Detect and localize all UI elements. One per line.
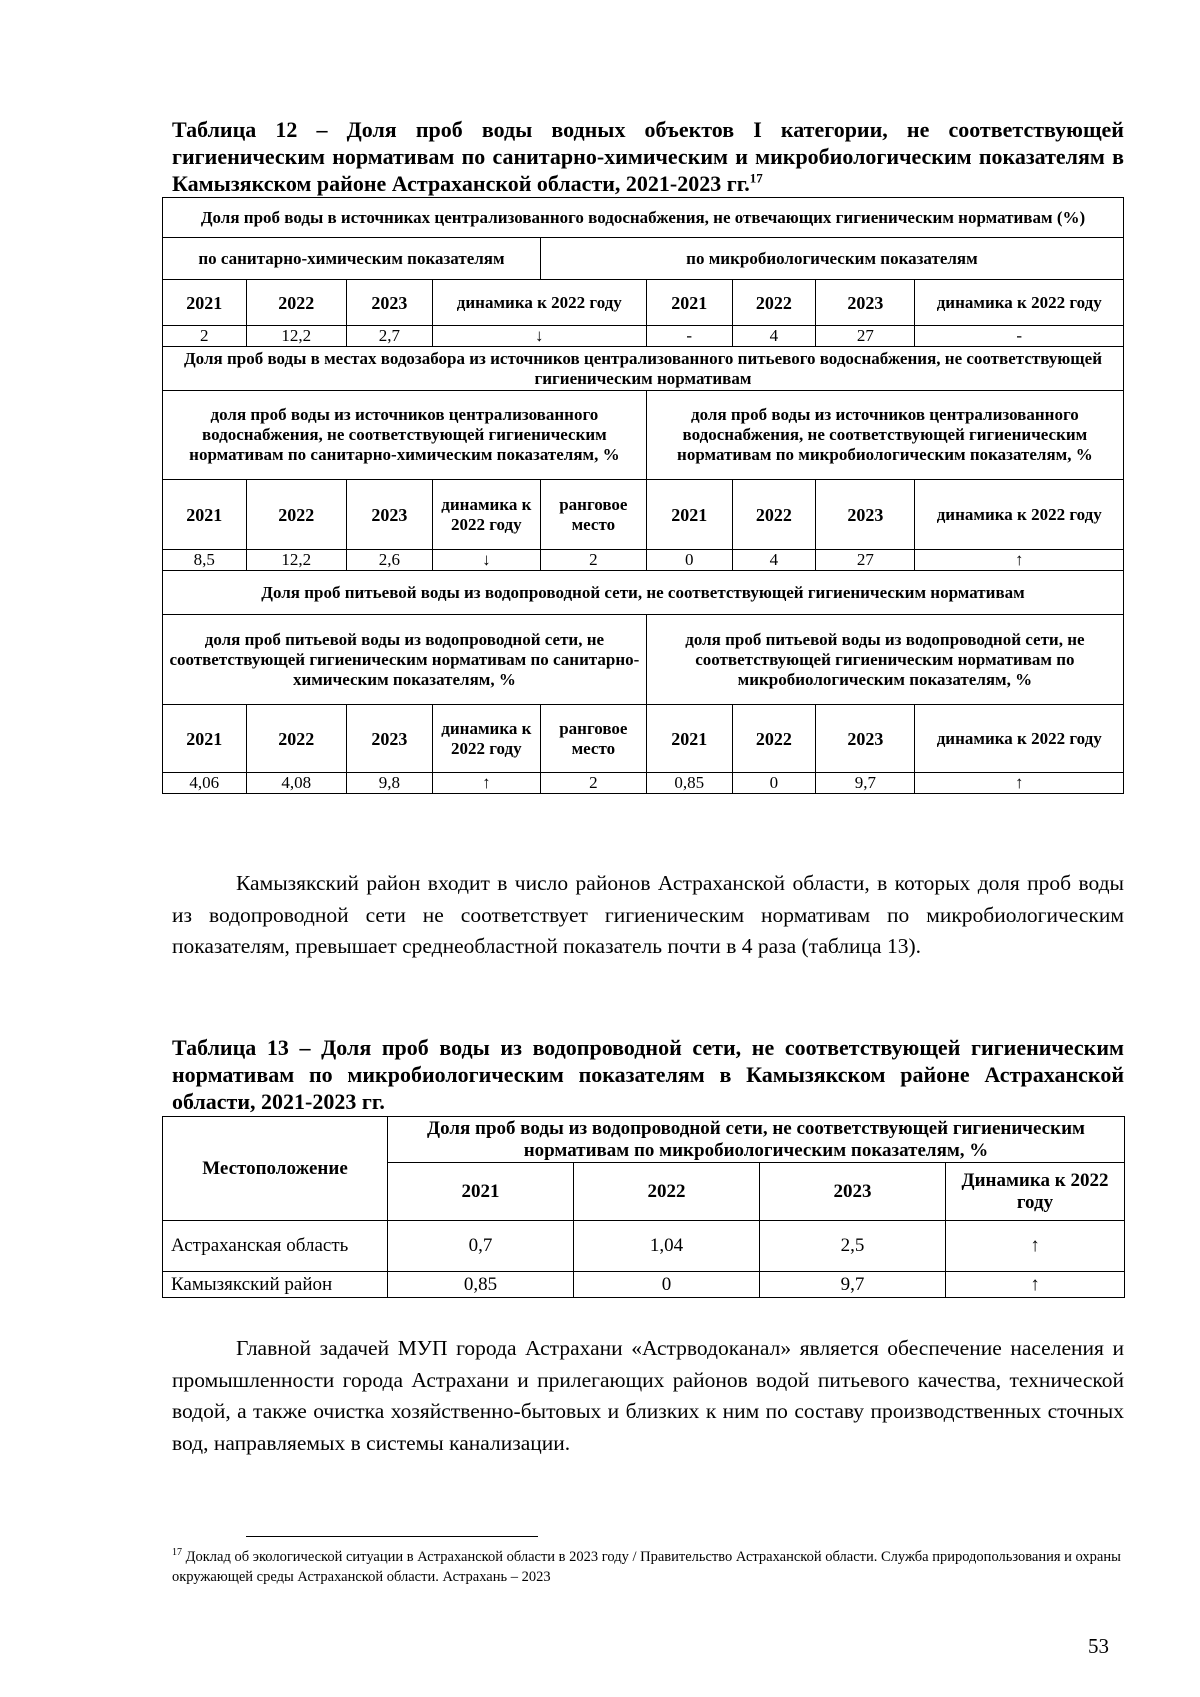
s1-col-2022: 2022 xyxy=(246,280,346,326)
s2-col-2022: 2022 xyxy=(246,480,346,550)
section-3-right-header: доля проб питьевой воды из водопроводной сети, не соответствующей гигиеническим нормативам по микробиологическим показателям, % xyxy=(646,615,1123,705)
cell: 9,8 xyxy=(346,773,432,794)
s2-col-2023-right: 2023 xyxy=(816,480,915,550)
cell: 4,06 xyxy=(163,773,247,794)
s2-col-2022-right: 2022 xyxy=(732,480,816,550)
section-3-left-header: доля проб питьевой воды из водопроводной сети, не соответствующей гигиеническим нормативам по санитарно-химическим показателям, % xyxy=(163,615,647,705)
cell: 4 xyxy=(732,550,816,571)
cell: 12,2 xyxy=(246,326,346,347)
s3-col-dynamics-left: динамика к 2022 году xyxy=(432,705,540,773)
section-2-right-header: доля проб воды из источников централизованного водоснабжения, не соответствующей гигиеническим нормативам по микробиологическим показателям, % xyxy=(646,391,1123,480)
cell: ↓ xyxy=(432,550,540,571)
table-row xyxy=(163,773,1124,794)
cell: 0 xyxy=(732,773,816,794)
t13-col-2021: 2021 xyxy=(388,1163,574,1221)
body-paragraph-1 xyxy=(172,868,1124,963)
section-2-left-header: доля проб воды из источников централизованного водоснабжения, не соответствующей гигиеническим нормативам по санитарно-химическим показателям, % xyxy=(163,391,647,480)
cell: 27 xyxy=(816,550,915,571)
cell: 4 xyxy=(732,326,816,347)
cell: ↑ xyxy=(432,773,540,794)
s1-col-2023-right: 2023 xyxy=(816,280,915,326)
table-12 xyxy=(162,197,1124,794)
s1-col-dynamics-left: динамика к 2022 году xyxy=(432,280,646,326)
s1-col-2021-right: 2021 xyxy=(646,280,732,326)
table-12-caption-prefix: Таблица 12 xyxy=(172,117,298,142)
table-12-caption xyxy=(172,116,1124,197)
location-cell: Камызякский район xyxy=(163,1272,388,1298)
cell: - xyxy=(646,326,732,347)
cell: - xyxy=(915,326,1124,347)
cell: 2,6 xyxy=(346,550,432,571)
cell: 0,85 xyxy=(646,773,732,794)
table-13-caption: Таблица 13 – Доля проб воды из водопроводной сети, не соответствующей гигиеническим нормативам по микробиологическим показателям в Камызякском районе Астраханской области, 2021-2023 гг. xyxy=(172,1035,1124,1114)
body-paragraph-2 xyxy=(172,1333,1124,1459)
footnote-ref: 17 xyxy=(749,170,763,186)
s3-col-rank: ранговое место xyxy=(540,705,646,773)
cell: 0,85 xyxy=(388,1272,574,1298)
cell: 2 xyxy=(540,773,646,794)
cell: 9,7 xyxy=(760,1272,946,1298)
s2-col-2021: 2021 xyxy=(163,480,247,550)
s1-col-2023: 2023 xyxy=(346,280,432,326)
cell: 8,5 xyxy=(163,550,247,571)
table-row xyxy=(163,550,1124,571)
table-12-caption-text: – Доля проб воды водных объектов I категории, не соответствующей гигиеническим нормативам по санитарно-химическим и микробиологическим показателям в Камызякском районе Астраханской области, 2021-2023 гг. xyxy=(172,117,1124,196)
s2-col-dynamics-left: динамика к 2022 году xyxy=(432,480,540,550)
table-13 xyxy=(162,1116,1125,1298)
table-row xyxy=(163,326,1124,347)
table-13-group-header: Доля проб воды из водопроводной сети, не соответствующей гигиеническим нормативам по микробиологическим показателям, % xyxy=(388,1117,1125,1163)
s3-col-dynamics-right: динамика к 2022 году xyxy=(915,705,1124,773)
cell: 2 xyxy=(540,550,646,571)
cell: 27 xyxy=(816,326,915,347)
s3-col-2023: 2023 xyxy=(346,705,432,773)
cell: ↑ xyxy=(946,1221,1125,1272)
t13-col-2022: 2022 xyxy=(574,1163,760,1221)
s3-col-2023-right: 2023 xyxy=(816,705,915,773)
page-number: 53 xyxy=(1088,1634,1109,1658)
cell: 9,7 xyxy=(816,773,915,794)
cell: 4,08 xyxy=(246,773,346,794)
section-3-title: Доля проб питьевой воды из водопроводной сети, не соответствующей гигиеническим нормативам xyxy=(163,571,1124,615)
t13-col-dynamics: Динамика к 2022 году xyxy=(946,1163,1125,1221)
cell: 2,5 xyxy=(760,1221,946,1272)
section-1-left-header: по санитарно-химическим показателям xyxy=(163,238,541,280)
cell: 0 xyxy=(646,550,732,571)
table-row xyxy=(163,1221,1125,1272)
s2-col-dynamics-right: динамика к 2022 году xyxy=(915,480,1124,550)
section-2-title: Доля проб воды в местах водозабора из источников централизованного питьевого водоснабжения, не соответствующей гигиеническим нормативам xyxy=(163,347,1124,391)
s1-col-2021: 2021 xyxy=(163,280,247,326)
table-row xyxy=(163,1272,1125,1298)
s2-col-2023: 2023 xyxy=(346,480,432,550)
section-1-title: Доля проб воды в источниках централизованного водоснабжения, не отвечающих гигиеническим нормативам (%) xyxy=(163,198,1124,238)
s3-col-2021-right: 2021 xyxy=(646,705,732,773)
cell: 1,04 xyxy=(574,1221,760,1272)
s2-col-rank: ранговое место xyxy=(540,480,646,550)
cell: 2 xyxy=(163,326,247,347)
section-1-right-header: по микробиологическим показателям xyxy=(540,238,1123,280)
footnote xyxy=(172,1543,1124,1587)
paragraph-text: Главной задачей МУП города Астрахани «Астрводоканал» является обеспечение населения и промышленности города Астрахани и прилегающих районов водой питьевого качества, технической водой, а также очистка хозяйственно-бытовых и близких к ним по составу производственных сточных вод, направляемых в системы канализации. xyxy=(172,1336,1124,1455)
cell: 0,7 xyxy=(388,1221,574,1272)
cell: 12,2 xyxy=(246,550,346,571)
cell: 0 xyxy=(574,1272,760,1298)
s3-col-2022: 2022 xyxy=(246,705,346,773)
footnote-number: 17 xyxy=(172,1547,182,1558)
paragraph-text: Камызякский район входит в число районов Астраханской области, в которых доля проб воды из водопроводной сети не соответствует гигиеническим нормативам по микробиологическим показателям, превышает среднеобластной показатель почти в 4 раза (таблица 13). xyxy=(172,871,1124,958)
location-cell: Астраханская область xyxy=(163,1221,388,1272)
s2-col-2021-right: 2021 xyxy=(646,480,732,550)
footnote-text: Доклад об экологической ситуации в Астраханской области в 2023 году / Правительство Астраханской области. Служба природопользования и охраны окружающей среды Астраханской области. Астрахань – 2023 xyxy=(172,1548,1121,1585)
cell: ↓ xyxy=(432,326,646,347)
cell: ↑ xyxy=(915,773,1124,794)
footnote-separator xyxy=(246,1536,538,1537)
cell: ↑ xyxy=(946,1272,1125,1298)
s1-col-dynamics-right: динамика к 2022 году xyxy=(915,280,1124,326)
cell: ↑ xyxy=(915,550,1124,571)
s3-col-2021: 2021 xyxy=(163,705,247,773)
s1-col-2022-right: 2022 xyxy=(732,280,816,326)
t13-col-2023: 2023 xyxy=(760,1163,946,1221)
col-location: Местоположение xyxy=(163,1117,388,1221)
cell: 2,7 xyxy=(346,326,432,347)
s3-col-2022-right: 2022 xyxy=(732,705,816,773)
